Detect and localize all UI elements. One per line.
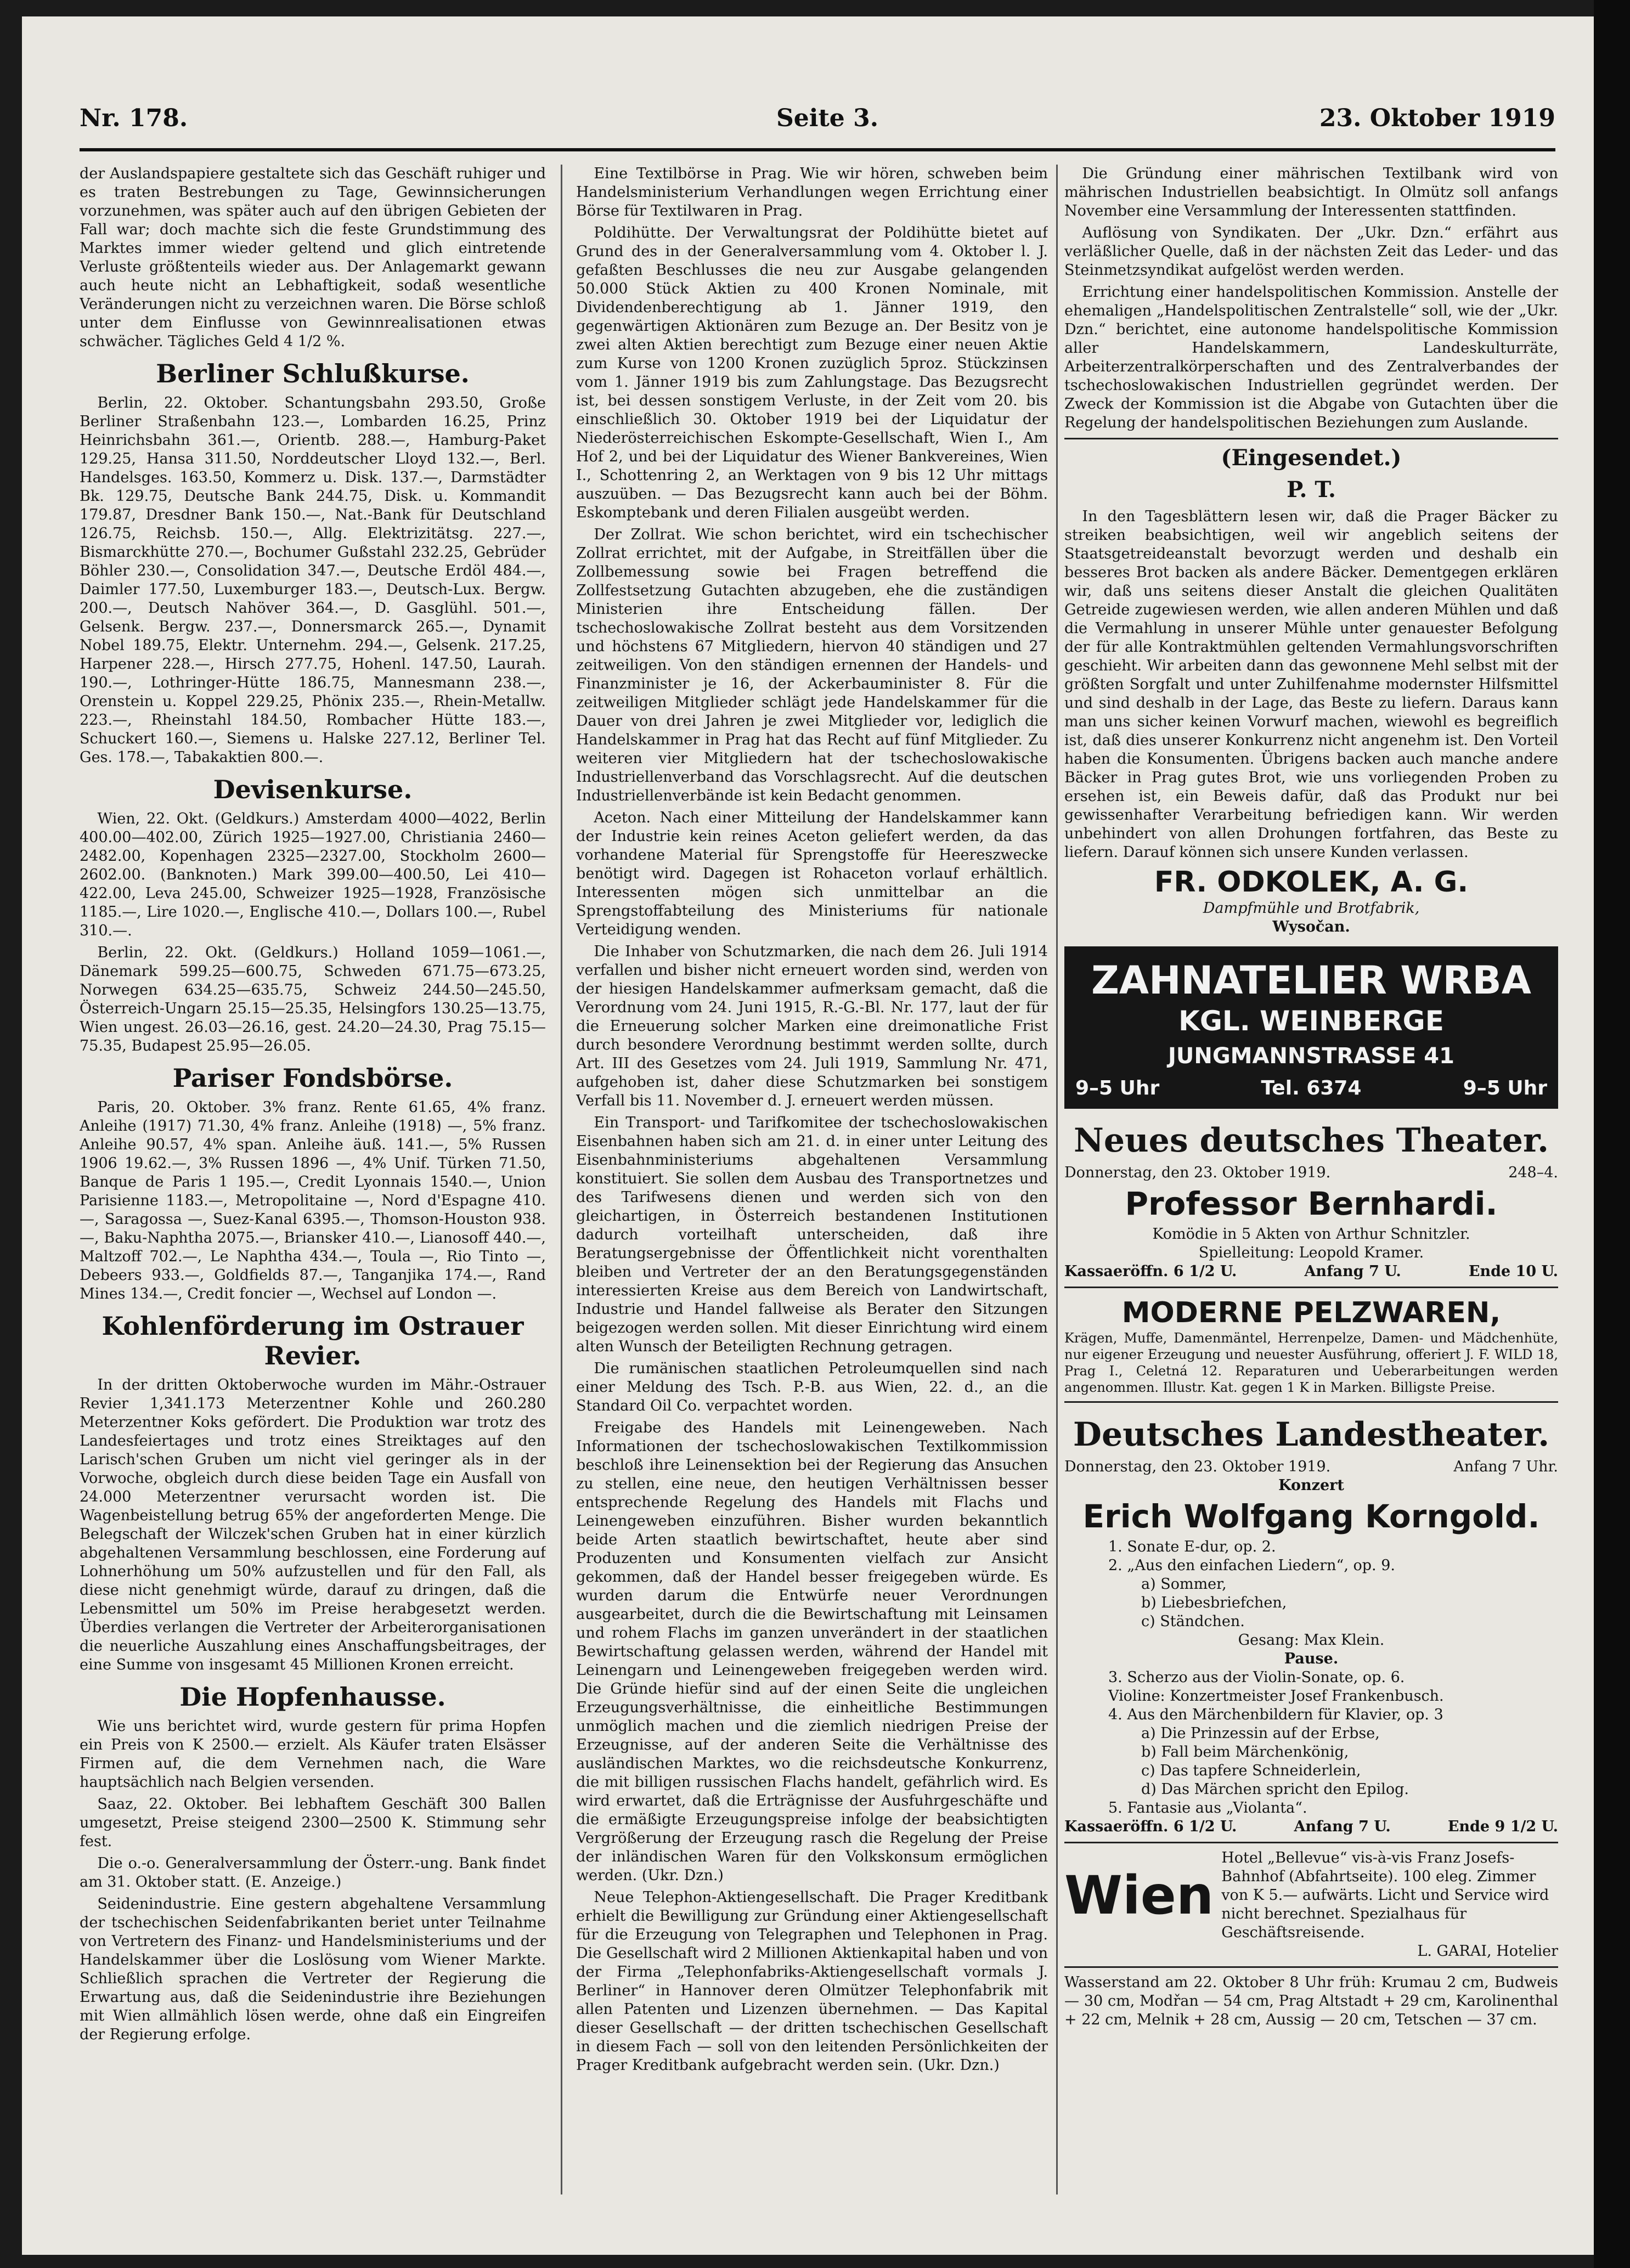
zahnatelier-street: JUNGMANNSTRASSE 41 [1168,1043,1454,1069]
ndt-date: Donnerstag, den 23. Oktober 1919. [1064,1164,1331,1181]
divider [1064,438,1558,439]
article-paragraph: Die Inhaber von Schutzmarken, die nach dem 26. Juli 1914 verfallen und bisher nicht erneuert worden sind, werden von der hiesigen Handelskammer aufmerksam gemacht, daß die Verordnung vom 24. Juni 1915, R.-G.-Bl. Nr. 177, laut der für die Erneuerung solcher Marken eine dreimonatliche Frist durch besondere Verordnung bestimmt werden sollte, durch Art. III des Gesetzes vom 24. Juli 1919, Sammlung Nr. 471, aufgehoben ist, daher diese Schutzmarken bei sonstigem Verfall bis 11. November d. J. erneuert werden müssen. [576,943,1048,1109]
section-heading: Kohlenförderung im Ostrauer Revier. [101,1311,524,1370]
ldt-title: Deutsches Landestheater. [1073,1415,1550,1454]
ldt-end: Ende 9 1/2 U. [1447,1818,1558,1835]
article-paragraph: Seidenindustrie. Eine gestern abgehaltene Versammlung der tschechischen Seidenfabrikanten beriet unter Teilnahme von Vertretern des Finanz- und Handelsministeriums und der Handelskammer über die Loslösung vom Wiener Markte. Schließlich sprachen die Vertreter der Regierung die Erwartung aus, daß die Seidenindustrie ihre Beziehungen mit Wien allmählich lösen werde, ohne daß ein Eingreifen der Regierung erfolge. [80,1895,546,2043]
section-heading: Pariser Fondsbörse. [172,1063,453,1093]
divider [1064,1287,1558,1288]
odkolek-subtitle: Dampfmühle und Brotfabrik, [1203,900,1420,917]
column-rule [1056,165,1058,2194]
article-paragraph: Wien, 22. Okt. (Geldkurs.) Amsterdam 4000—4022, Berlin 400.00—402.00, Zürich 1925—1927.00, Christiania 2460—2482.00, Kopenhagen 2325—2327.00, Stockholm 2600—2602.00. (Banknoten.) Mark 399.00—400.50, Lei 410—422.00, Leva 245.00, Schweizer 1925—1928, Französische 1185.—, Lire 1020.—, Englische 410.—, Dollars 100.—, Rubel 310.—. [80,810,546,939]
article-paragraph: Auflösung von Syndikaten. Der „Ukr. Dzn.“ erfährt aus verläßlicher Quelle, daß in der nächsten Zeit das Leder- und das Steinmetzsyndikat aufgelöst werden werden. [1064,224,1558,279]
hotel-owner: L. GARAI, Hotelier [1417,1943,1558,1960]
ndt-play-subtitle: Komödie in 5 Akten von Arthur Schnitzler. [1152,1226,1470,1243]
ad-zahnatelier [1064,946,1558,1109]
program-subitem: c) Ständchen. [1141,1613,1245,1630]
ldt-start: Anfang 7 U. [1294,1818,1391,1835]
article-paragraph: Berlin, 22. Okt. (Geldkurs.) Holland 1059—1061.—, Dänemark 599.25—600.75, Schweden 671.75—673.25, Norwegen 634.25—635.75, Schweiz 244.50—245.50, Österreich-Ungarn 25.15—25.35, Helsingfors 130.25—13.75, Wien ungest. 26.03—26.16, gest. 24.20—24.30, Prag 75.15—75.35, Budapest 25.95—26.05. [80,944,546,1054]
article-paragraph: Berlin, 22. Oktober. Schantungsbahn 293.50, Große Berliner Straßenbahn 123.—, Lombarden 16.25, Prinz Heinrichsbahn 361.—, Orientb. 288.—, Hamburg-Paket 129.25, Hansa 311.50, Norddeutscher Lloyd 132.—, Berl. Handelsges. 163.50, Kommerz u. Disk. 137.—, Darmstädter Bk. 129.75, Deutsche Bank 244.75, Disk. u. Kommandit 179.87, Dresdner Bank 150.—, Nat.-Bank für Deutschland 126.75, Reichsb. 150.—, Allg. Elektrizitätsg. 227.—, Bismarckhütte 270.—, Bochumer Gußstahl 232.25, Gebrüder Böhler 230.—, Consolidation 347.—, Deutsche Erdöl 484.—, Daimler 177.50, Luxemburger 183.—, Deutsch-Lux. Bergw. 200.—, Deutsch Nahöver 364.—, D. Gasglühl. 501.—, Gelsenk. Bergw. 237.—, Donnersmarck 265.—, Dynamit Nobel 189.75, Elektr. Unternehm. 294.—, Gelsenk. 217.25, Harpener 228.—, Hirsch 277.75, Hohenl. 147.50, Laurah. 190.—, Lothringer-Hütte 186.75, Mannesmann 238.—, Orenstein u. Koppel 229.25, Phönix 235.—, Rhein-Metallw. 223.—, Rheinstahl 184.50, Rombacher Hütte 183.—, Schuckert 160.—, Siemens u. Halske 227.12, Berliner Tel. Ges. 178.—, Tabakaktien 800.—. [80,394,546,766]
wien-logo: Wien [1064,1865,1214,1926]
article-paragraph: Neue Telephon-Aktiengesellschaft. Die Prager Kreditbank erhielt die Bewilligung zur Gründung einer Aktiengesellschaft für die Erzeugung von Telegraphen und Telephonen in Prag. Die Gesellschaft wird 2 Millionen Aktienkapital haben und von der Firma „Telephonfabriks-Aktiengesellschaft vormals J. Berliner“ in Hannover deren Olmützer Telephonfabrik mit allen Patenten und Lizenzen übernehmen. — Das Kapital dieser Gesellschaft — der dritten tschechischen Gesellschaft in diesem Fach — soll von den leitenden Persönlichkeiten der Prager Kreditbank aufgebracht werden sein. (Ukr. Dzn.) [576,1889,1048,2074]
section-heading: Devisenkurse. [213,775,413,804]
ldt-konzert: Konzert [1278,1477,1344,1494]
article-paragraph: Freigabe des Handels mit Leinengeweben. Nach Informationen der tschechoslowakischen Textilkommission beschloß ihre Leinensektion bei der Regierung das Ansuchen zu stellen, eine neue, den heutigen Verhältnissen besser entsprechende Regelung des Handels mit Flachs und Leinengeweben einzuführen. Bisher wurden bekanntlich beide Arten staatlich bewirtschaftet, heute aber sind Produzenten und Konsumenten vielfach zur Ansicht gekommen, daß der Handel besser freigegeben würde. Es wurden darum die Entwürfe neuer Verordnungen ausgearbeitet, durch die die Bewirtschaftung mit Leinsamen und rohem Flachs im ganzen unverändert in der staatlichen Bewirtschaftung gelassen werden, während der Handel mit Leinengarn und Leinengeweben freigegeben werden wird. Die Gründe hiefür sind auf der einen Seite die ungleichen Erzeugungsverhältnisse, die einheitliche Bestimmungen unmöglich machen und die ziemlich niedrigen Preise der Erzeugnisse, auf der anderen Seite die Verhältnisse des ausländischen Marktes, wo die reichsdeutsche Konkurrenz, die mit billigen russischen Flachs handelt, gefährlich wird. Es wird erwartet, daß die Erträgnisse der Ausfuhrgeschäfte und die ermäßigte Erzeugungspreise infolge der beabsichtigten Vergrößerung der Erzeugung rasch die Regelung der Preise der inländischen Waren für den Volkskonsum ermöglichen werden. (Ukr. Dzn.) [576,1419,1048,1884]
eingesendet-salutation: P. T. [1287,477,1336,503]
ldt-date: Donnerstag, den 23. Oktober 1919. [1064,1458,1331,1475]
ndt-number: 248–4. [1508,1164,1558,1181]
column-middle [576,165,1048,2205]
article-paragraph: Saaz, 22. Oktober. Bei lebhaftem Geschäft 300 Ballen umgesetzt, Preise steigend 2300—2500 K. Stimmung sehr fest. [80,1796,546,1850]
eingesendet-heading: (Eingesendet.) [1221,445,1402,471]
program-item: 1. Sonate E-dur, op. 2. [1108,1538,1276,1555]
program-singer: Gesang: Max Klein. [1238,1632,1385,1649]
article-paragraph: In den Tagesblättern lesen wir, daß die Prager Bäcker zu streiken beabsichtigen, weil wir angeblich seitens der Staatsgetreideanstalt bevorzugt werden und deshalb ein besseres Brot backen als andere Bäcker. Dementgegen erklären wir, daß uns seitens dieser Anstalt die gleichen Qualitäten Getreide zugewiesen werden, wie allen anderen Mühlen und daß die Vermahlung in unserer Mühle unter genauester Befolgung der für alle Kontraktmühlen geltenden Vermahlungsvorschriften geschieht. Wir arbeiten dann das gewonnene Mehl selbst mit der größten Sorgfalt und unter Zuhilfenahme modernster Hilfsmittel und sind deshalb in der Lage, das Beste zu liefern. Daraus kann man uns sicher keinen Vorwurf machen, wiewohl es begreiflich ist, daß dies unserer Konkurrenz nicht angenehm ist. Den Vorteil haben die Konsumenten. Übrigens backen auch manche andere Bäcker in Prag gutes Brot, wie uns vorliegenden Proben zu ersehen ist, ein Beweis dafür, daß das Produkt nur bei gewissenhafter Verarbeitung befriedigen kann. Wir werden unbehindert von allen Drohungen fortfahren, das Beste zu liefern. Darauf können sich unsere Kunden verlassen. [1064,508,1558,861]
odkolek-name: FR. ODKOLEK, A. G. [1154,866,1469,899]
article-paragraph: Poldihütte. Der Verwaltungsrat der Poldihütte bietet auf Grund des in der Generalversammlung vom 4. Oktober l. J. gefaßten Beschlusses die neu zur Ausgabe gelangenden 50.000 Stück Aktien zu 400 Kronen Nominale, mit Dividendenberechtigung ab 1. Jänner 1919, den gegenwärtigen Aktionären zum Bezuge an. Der Besitz von je zwei alten Aktien berechtigt zum Bezuge einer neuen Aktie zum Kurse von 1200 Kronen zuzüglich 5proz. Stückzinsen vom 1. Jänner 1919 bis zum Zahlungstage. Das Bezugsrecht ist, bei dessen sonstigem Verluste, in der Zeit vom 20. bis einschließlich 30. Oktober 1919 bei der Liquidatur der Niederösterreichischen Eskompte-Gesellschaft, Wien I., Am Hof 2, und bei der Liquidatur des Wiener Bankvereines, Wien I., Schottenring 2, an Werktagen von 9 bis 12 Uhr mittags auszuüben. — Das Bezugsrecht kann auch bei der Böhm. Eskomptebank und deren Filialen ausgeübt werden. [576,224,1048,521]
ndt-doors: Kassaeröffn. 6 1/2 U. [1064,1263,1237,1280]
article-paragraph: Paris, 20. Oktober. 3% franz. Rente 61.65, 4% franz. Anleihe (1917) 71.30, 4% franz. Anleihe (1918) —, 5% franz. Anleihe 90.57, 4% span. Anleihe äuß. 141.—, 5% Russen 1906 19.62.—, 3% Russen 1896 —, 4% Unif. Türken 71.50, Banque de Paris 1 195.—, Credit Lyonnais 1540.—, Union Parisienne 1183.—, Metropolitaine —, Nord d'Espagne 410.—, Saragossa —, Suez-Kanal 6395.—, Thomson-Houston 938.—, Baku-Naphtha 2075.—, Briansker 410.—, Lianosoff 440.—, Maltzoff 702.—, Le Naphtha 434.—, Toula —, Rio Tinto —, Debeers 933.—, Goldfields 87.—, Tanganjika 174.—, Rand Mines 134.—, Credit foncier —, Wechsel auf London —. [80,1099,546,1302]
pelzwaren-title: MODERNE PELZWAREN, [1121,1296,1501,1329]
program-subitem: b) Fall beim Märchenkönig, [1141,1744,1349,1761]
zahnatelier-district: KGL. WEINBERGE [1178,1005,1444,1037]
section-heading: Die Hopfenhausse. [179,1682,446,1712]
ndt-title: Neues deutsches Theater. [1074,1121,1549,1160]
ndt-times [1064,1262,1558,1281]
article-paragraph: Ein Transport- und Tarifkomitee der tschechoslowakischen Eisenbahnen haben sich am 21. d. in einer unter Leitung des Eisenbahnministeriums abgehaltenen Versammlung konstituiert. Sie sollen dem Ausbau des Transportnetzes und des Tarifwesens dienen und werden sich von den gleichartigen, in Österreich bestandenen Institutionen dadurch vorteilhaft unterscheiden, daß ihre Beratungsergebnisse der Öffentlichkeit nicht vorenthalten bleiben und Vertreter der an den Beratungsgegenständen interessierten Kreise aus dem Bereich von Landwirtschaft, Industrie und Handel fallweise als Berater den Sitzungen beigezogen werden sollen. Mit dieser Einrichtung wird einem alten Wunsch der Beteiligten Rechnung getragen. [576,1114,1048,1355]
divider [1064,1966,1558,1968]
issue-number: Nr. 178. [80,104,188,132]
program-item: 4. Aus den Märchenbildern für Klavier, op. 3 [1108,1706,1443,1723]
section-heading: Berliner Schlußkurse. [156,359,470,388]
ldt-time: Anfang 7 Uhr. [1453,1458,1558,1475]
program-pause: Pause. [1284,1650,1339,1667]
page-number: Seite 3. [776,104,879,132]
article-paragraph: Wie uns berichtet wird, wurde gestern für prima Hopfen ein Preis von K 2500.— erzielt. Als Käufer traten Elsässer Firmen auf, die dem Vernehmen nach, die Ware hauptsächlich nach Belgien versenden. [80,1718,546,1791]
divider [1064,1401,1558,1403]
article-paragraph: In der dritten Oktoberwoche wurden im Mähr.-Ostrauer Revier 1,341.173 Meterzentner Kohle und 260.280 Meterzentner Koks gefördert. Die Produktion war trotz des Landesfeiertages und trotz eines Streiktages auf den Larisch'schen Gruben um nicht viel geringer als in der Vorwoche, obgleich durch diese beiden Tage ein Ausfall von 24.000 Meterzentner verursacht worden ist. Die Wagenbeistellung betrug 65% der angeforderten Menge. Die Belegschaft der Wilczek'schen Gruben hat in einer kürzlich abgehaltenen Versammlung beschlossen, eine Forderung auf Lohnerhöhung um 50% aufzustellen und für den Fall, als diese nicht genehmigt würde, darauf zu dringen, daß die Lebensmittel um 50% im Preise herabgesetzt werden. Überdies verlangen die Vertreter der Arbeiterorganisationen die neuerliche Auszahlung eines Anschaffungsbeitrages, der eine Summe von insgesamt 45 Millionen Kronen erreicht. [80,1376,546,1673]
article-paragraph: Eine Textilbörse in Prag. Wie wir hören, schweben beim Handelsministerium Verhandlungen wegen Errichtung einer Börse für Textilwaren in Prag. [576,165,1048,219]
ldt-doors: Kassaeröffn. 6 1/2 U. [1064,1818,1237,1835]
article-paragraph: Errichtung einer handelspolitischen Kommission. Anstelle der ehemaligen „Handelspolitischen Zentralstelle“ soll, wie der „Ukr. Dzn.“ berichtet, eine autonome handelspolitische Kommission aller Handelskammern, Landeskulturräte, Arbeiterzentralkörperschaften und des Zentralverbandes der tschechoslowakischen Industriellen gegründet werden. Der Zweck der Kommission ist die Abgabe von Gutachten über die Regelung der handelspolitischen Beziehungen zum Auslande. [1064,284,1558,431]
zahnatelier-phone: Tel. 6374 [1261,1077,1362,1099]
ndt-end: Ende 10 U. [1468,1263,1558,1280]
ldt-times [1064,1818,1558,1836]
program-subitem: b) Liebesbriefchen, [1141,1594,1287,1611]
page-header [80,88,1555,151]
ndt-director: Spielleitung: Leopold Kramer. [1198,1244,1424,1261]
program-item: 5. Fantasie aus „Violanta“. [1108,1799,1307,1816]
program-subitem: a) Die Prinzessin auf der Erbse, [1141,1725,1380,1742]
article-paragraph: Die o.-o. Generalversammlung der Österr.-ung. Bank findet am 31. Oktober statt. (E. Anzeige.) [80,1855,546,1891]
ndt-dateline [1064,1164,1558,1182]
zahnatelier-hours: 9–5 Uhr [1463,1077,1547,1099]
article-paragraph: Aceton. Nach einer Mitteilung der Handelskammer kann der Industrie kein reines Aceton geliefert werden, da das vorhandene Material für Sprengstoffe für Heereszwecke benötigt wird. Dagegen ist Rohaceton vorlauf erhältlich. Interessenten mögen sich unmittelbar an die Sprengstoffabteilung des Ministeriums für nationale Verteidigung wenden. [576,809,1048,938]
column-rule [561,165,562,2194]
program-item: Violine: Konzertmeister Josef Frankenbusch. [1108,1688,1444,1705]
ldt-artist: Erich Wolfgang Korngold. [1082,1498,1540,1535]
column-left [80,165,546,2205]
zahnatelier-title: ZAHNATELIER WRBA [1091,958,1531,1003]
ldt-dateline [1064,1458,1558,1476]
program-subitem: d) Das Märchen spricht den Epilog. [1141,1781,1409,1798]
program-item: 3. Scherzo aus der Violin-Sonate, op. 6. [1108,1669,1405,1686]
article-paragraph: Der Zollrat. Wie schon berichtet, wird ein tschechischer Zollrat errichtet, mit der Aufgabe, in Streitfällen über die Zollbemessung sowie bei Fragen betreffend die Zollfestsetzung Gutachten abzugeben, ehe die zuständigen Ministerien ihre Entscheidung fällen. Der tschechoslowakische Zollrat besteht aus dem Vorsitzenden und höchstens 67 Mitgliedern, hiervon 40 ständigen und 27 zeitweiligen. Von den ständigen ernennen der Handels- und Finanzminister je 16, der Ackerbauminister 8. Für die zeitweiligen Mitglieder schlägt jede Handelskammer für die Dauer von drei Jahren je zwei Mitglieder vor, lediglich die Handelskammer in Prag hat das Recht auf fünf Mitglieder. Zu weiteren vier Mitgliedern hat der tschechoslowakische Industriellenverband das Vorschlagsrecht. Auf die deutschen Industriellenverbände ist kein Bedacht genommen. [576,526,1048,804]
pelzwaren-text: Krägen, Muffe, Damenmäntel, Herrenpelze, Damen- und Mädchenhüte, nur eigener Erzeugung und neuester Ausführung, offeriert J. F. WILD 18, Prag I., Celetná 12. Reparaturen und Ueberarbeitungen werden angenommen. Illustr. Kat. gegen 1 K in Marken. Billigste Preise. [1064,1330,1558,1395]
issue-date: 23. Oktober 1919 [1319,104,1555,132]
scan-edge [1594,0,1630,2268]
article-paragraph: Die rumänischen staatlichen Petroleumquellen sind nach einer Meldung des Tsch. P.-B. aus Wien, 22. d., an die Standard Oil Co. verpachtet worden. [576,1360,1048,1414]
ndt-start: Anfang 7 U. [1304,1263,1401,1280]
hotel-description: Hotel „Bellevue“ vis-à-vis Franz Josefs-Bahnhof (Abfahrtseite). 100 eleg. Zimmer von K 5.— aufwärts. Licht und Service wird nicht berechnet. Spezialhaus für Geschäftsreisende. [1221,1849,1549,1941]
program-item: 2. „Aus den einfachen Liedern“, op. 9. [1108,1557,1395,1574]
water-level-report: Wasserstand am 22. Oktober 8 Uhr früh: Krumau 2 cm, Budweis — 30 cm, Modřan — 54 cm, Prag Altstadt + 29 cm, Karolinenthal + 22 cm, Melnik + 28 cm, Aussig — 20 cm, Tetschen — 37 cm. [1064,1974,1558,2028]
zahnatelier-hours: 9–5 Uhr [1075,1077,1160,1099]
divider [1064,1842,1558,1843]
article-paragraph: der Auslandspapiere gestaltete sich das Geschäft ruhiger und es traten Bestrebungen zu Tage, Gewinnsicherungen vorzunehmen, was später auch auf den übrigen Gebieten der Fall war; doch machte sich die feste Grundstimmung des Marktes immer wieder geltend und glich eintretende Verluste größtenteils wieder aus. Der Anlagemarkt gewann auch heute nicht an Lebhaftigkeit, sodaß wesentliche Veränderungen nicht zu verzeichnen waren. Die Börse schloß unter dem Einflusse von Gewinnrealisationen etwas schwächer. Tägliches Geld 4 1/2 %. [80,165,546,350]
article-paragraph: Die Gründung einer mährischen Textilbank wird von mährischen Industriellen beabsichtigt. In Olmütz soll anfangs November eine Versammlung der Interessenten stattfinden. [1064,165,1558,219]
odkolek-place: Wysočan. [1272,918,1350,935]
program-subitem: c) Das tapfere Schneiderlein, [1141,1762,1361,1779]
ndt-play-title: Professor Bernhardi. [1125,1185,1498,1222]
column-right [1064,165,1558,2205]
program-subitem: a) Sommer, [1141,1576,1227,1593]
newspaper-page [22,16,1602,2255]
ad-hotel-bellevue [1064,1849,1558,1942]
